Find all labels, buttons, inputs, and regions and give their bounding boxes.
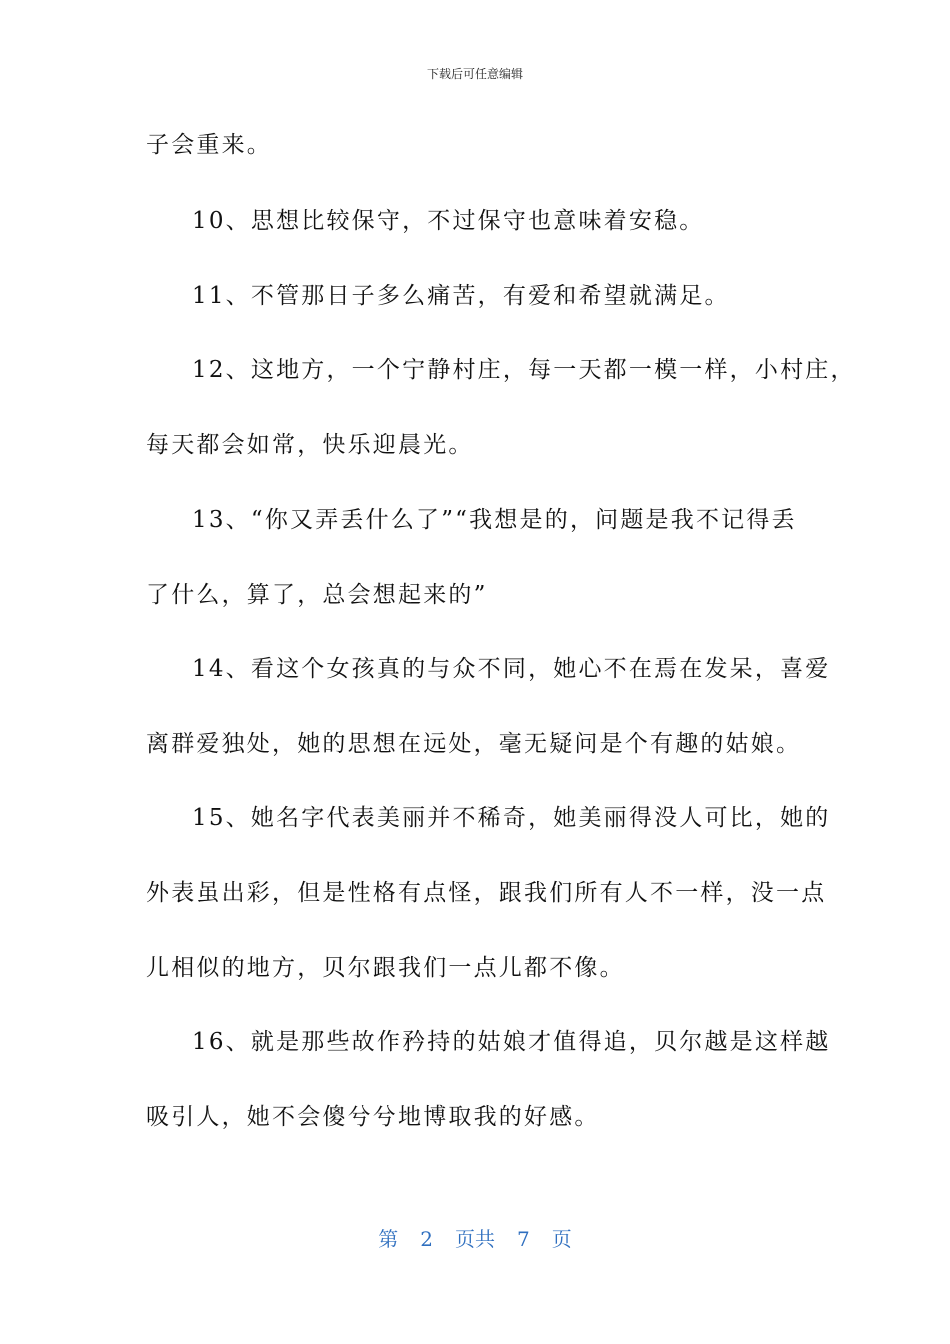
- paragraph-line: 子会重来。: [146, 132, 272, 158]
- paragraph-line: 儿相似的地方，贝尔跟我们一点儿都不像。: [146, 955, 625, 981]
- paragraph-line: 了什么，算了，总会想起来的”: [146, 582, 488, 608]
- paragraph-line: 吸引人，她不会傻兮兮地博取我的好感。: [146, 1104, 600, 1130]
- paragraph-line: 13、“你又弄丢什么了”“我想是的，问题是我不记得丢: [192, 507, 797, 533]
- footer-page-suffix: 页: [551, 1227, 572, 1251]
- paragraph-line: 16、就是那些故作矜持的姑娘才值得追，贝尔越是这样越: [192, 1029, 831, 1055]
- paragraph-line: 11、不管那日子多么痛苦，有爱和希望就满足。: [192, 283, 730, 309]
- paragraph-line: 10、思想比较保守，不过保守也意味着安稳。: [192, 208, 705, 234]
- paragraph-line: 外表虽出彩，但是性格有点怪，跟我们所有人不一样，没一点: [146, 880, 827, 906]
- page-footer: [0, 1226, 950, 1252]
- paragraph-line: 14、看这个女孩真的与众不同，她心不在焉在发呆，喜爱: [192, 656, 831, 682]
- paragraph-line: 每天都会如常，快乐迎晨光。: [146, 432, 474, 458]
- footer-page-mid: 页共: [455, 1227, 495, 1251]
- footer-total-pages: 7: [517, 1227, 530, 1251]
- paragraph-line: 12、这地方，一个宁静村庄，每一天都一模一样，小村庄，: [192, 357, 856, 383]
- page-header-note: 下载后可任意编辑: [426, 67, 523, 81]
- footer-current-page: 2: [420, 1227, 433, 1251]
- footer-page-prefix: 第: [378, 1227, 399, 1251]
- paragraph-line: 15、她名字代表美丽并不稀奇，她美丽得没人可比，她的: [192, 805, 831, 831]
- paragraph-line: 离群爱独处，她的思想在远处，毫无疑问是个有趣的姑娘。: [146, 731, 802, 757]
